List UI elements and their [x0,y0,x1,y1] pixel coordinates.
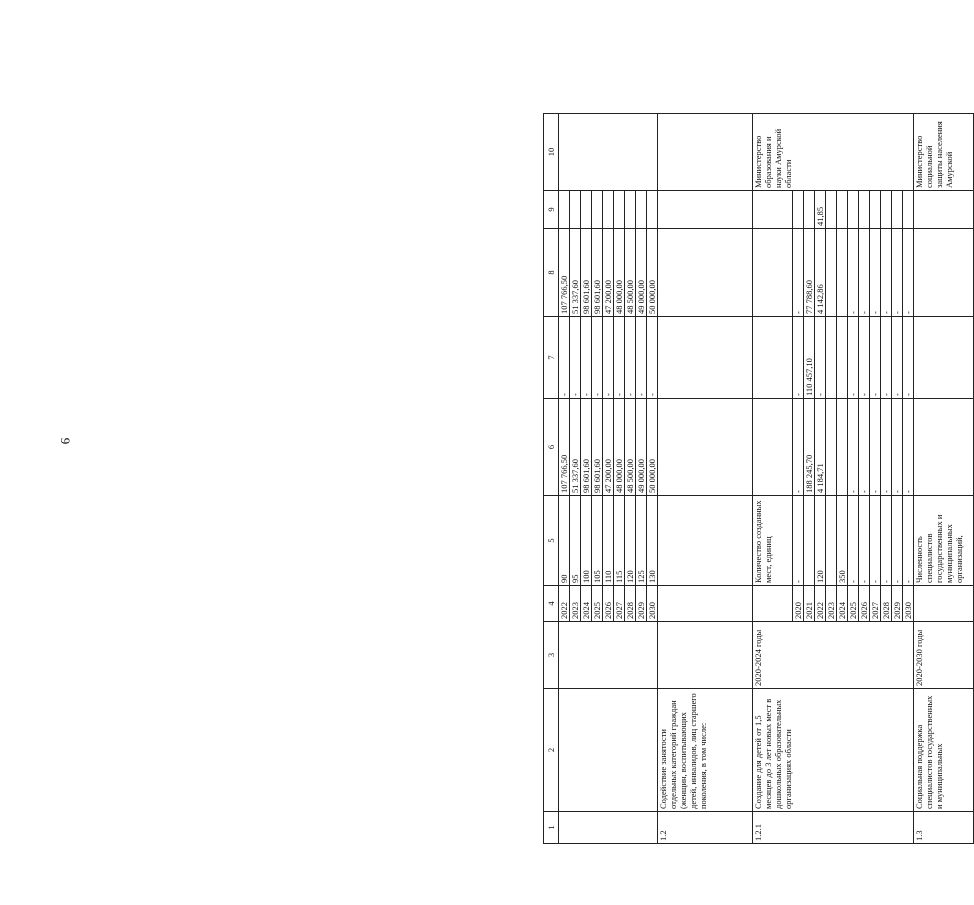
header-cell: 3 [544,622,559,689]
indicator-value: 100 [581,496,592,586]
total-amount: - [859,399,870,496]
year-cell: 2028 [881,586,892,622]
total-amount: 4 184,71 [815,399,826,496]
indicator-value: - [859,496,870,586]
total-amount: 47 200,00 [603,399,614,496]
federal-amount: - [647,317,658,399]
responsible: Министерство социальной защиты населения Амурской [914,114,974,191]
local-amount [804,191,815,229]
indicator-name: Численность специалистов государственных и муниципальных организаций, [914,496,974,586]
total-amount: 49 000,00 [636,399,647,496]
regional-amount: 107 766,50 [559,229,570,317]
regional-amount: 47 200,00 [603,229,614,317]
total-amount: 48 500,00 [625,399,636,496]
total-amount: 188 245,70 [804,399,815,496]
local-amount [859,191,870,229]
local-amount [647,191,658,229]
year-cell: 2022 [559,586,570,622]
regional-amount: 49 000,00 [636,229,647,317]
federal-amount: - [614,317,625,399]
row-number: 1.3 [914,812,974,844]
local-amount [636,191,647,229]
year-cell: 2022 [815,586,826,622]
year-cell: 2027 [614,586,625,622]
year-cell: 2026 [859,586,870,622]
regional-amount: 48 000,00 [614,229,625,317]
indicator-value: 120 [625,496,636,586]
indicator-value [826,496,837,586]
local-amount [625,191,636,229]
row-period: 2020-2024 годы [753,622,914,689]
regional-amount: 4 142,86 [815,229,826,317]
federal-amount: - [570,317,581,399]
row-number: 1.2.1 [753,812,914,844]
federal-amount: - [625,317,636,399]
total-amount: - [903,399,914,496]
header-cell: 8 [544,229,559,317]
regional-amount: 51 337,60 [570,229,581,317]
total-amount: 98 601,60 [592,399,603,496]
year-cell: 2027 [870,586,881,622]
regional-amount: - [859,229,870,317]
local-amount [892,191,903,229]
total-amount: 107 766,50 [559,399,570,496]
federal-amount: - [636,317,647,399]
year-cell: 2024 [581,586,592,622]
indicator-value: 130 [647,496,658,586]
total-amount [826,399,837,496]
year-cell: 2030 [903,586,914,622]
federal-amount: - [559,317,570,399]
year-cell: 2023 [826,586,837,622]
indicator-value: 125 [636,496,647,586]
row-1-2 [658,114,753,844]
regional-amount: 77 788,60 [804,229,815,317]
header-row [544,114,559,844]
indicator-value: 110 [603,496,614,586]
federal-amount [837,317,848,399]
rotated-table-page [543,114,963,844]
row-name: Социальная поддержка специалистов государственных и муниципальных [914,689,974,812]
regional-amount: - [892,229,903,317]
year-cell: 2029 [892,586,903,622]
local-amount [581,191,592,229]
regional-amount: 50 000,00 [647,229,658,317]
local-amount: 41,85 [815,191,826,229]
header-cell: 2 [544,689,559,812]
federal-amount: - [581,317,592,399]
federal-amount: - [903,317,914,399]
indicator-value [804,496,815,586]
federal-amount: - [815,317,826,399]
total-amount: - [793,399,804,496]
local-amount [826,191,837,229]
header-cell: 10 [544,114,559,191]
regional-amount: 98 601,60 [592,229,603,317]
row-name: Создание для детей от 1,5 месяцев до 3 лет новых мест в дошкольных образовательных организациях области [753,689,914,812]
year-cell: 2025 [848,586,859,622]
local-amount [592,191,603,229]
program-table [543,113,974,844]
total-amount: 98 601,60 [581,399,592,496]
year-cell: 2021 [804,586,815,622]
regional-amount: - [870,229,881,317]
indicator-value: 90 [559,496,570,586]
indicator-value: 95 [570,496,581,586]
local-amount [881,191,892,229]
indicator-header-row [753,114,793,844]
indicator-name: Количество созданных мест, единиц [753,496,793,586]
regional-amount [837,229,848,317]
regional-amount: - [903,229,914,317]
table-row [559,114,570,844]
regional-amount: - [881,229,892,317]
federal-amount: - [848,317,859,399]
row-number: 1.2 [658,812,753,844]
regional-amount: - [848,229,859,317]
federal-amount: - [859,317,870,399]
indicator-value: 350 [837,496,848,586]
local-amount [570,191,581,229]
local-amount [614,191,625,229]
header-cell: 5 [544,496,559,586]
federal-amount: - [881,317,892,399]
indicator-value: - [892,496,903,586]
header-cell: 7 [544,317,559,399]
year-cell: 2028 [625,586,636,622]
year-cell: 2025 [592,586,603,622]
header-cell: 1 [544,812,559,844]
total-amount: - [848,399,859,496]
total-amount: 51 337,60 [570,399,581,496]
total-amount: - [892,399,903,496]
indicator-value: - [793,496,804,586]
regional-amount: 48 500,00 [625,229,636,317]
federal-amount: 110 457,10 [804,317,815,399]
regional-amount: 98 601,60 [581,229,592,317]
local-amount [903,191,914,229]
header-cell: 6 [544,399,559,496]
year-cell: 2030 [647,586,658,622]
total-amount: 48 000,00 [614,399,625,496]
block-1-1 [559,114,658,844]
year-cell: 2026 [603,586,614,622]
total-amount [837,399,848,496]
total-amount: - [881,399,892,496]
responsible: Министерство образования и науки Амурской области [753,114,914,191]
federal-amount: - [592,317,603,399]
page-number: 9 [58,437,73,445]
indicator-value: 120 [815,496,826,586]
block-1-2-1 [753,114,914,844]
header-cell: 4 [544,586,559,622]
local-amount [870,191,881,229]
year-cell: 2020 [793,586,804,622]
federal-amount: - [870,317,881,399]
total-amount: 50 000,00 [647,399,658,496]
federal-amount: - [793,317,804,399]
regional-amount [826,229,837,317]
year-cell: 2029 [636,586,647,622]
total-amount: - [870,399,881,496]
local-amount [837,191,848,229]
indicator-value: - [848,496,859,586]
year-cell: 2023 [570,586,581,622]
indicator-value: - [903,496,914,586]
row-period: 2020-2030 годы [914,622,974,689]
row-1-3 [914,114,974,844]
local-amount [603,191,614,229]
indicator-value: 105 [592,496,603,586]
federal-amount [826,317,837,399]
federal-amount: - [892,317,903,399]
indicator-value: - [881,496,892,586]
local-amount [559,191,570,229]
header-cell: 9 [544,191,559,229]
federal-amount: - [603,317,614,399]
row-name: Содействие занятости отдельных категорий граждан (женщин, воспитывающих детей, инвалидов, лиц старшего поколения, в том числе: [658,689,753,812]
indicator-value: 115 [614,496,625,586]
indicator-value: - [870,496,881,586]
local-amount [848,191,859,229]
regional-amount: - [793,229,804,317]
local-amount [793,191,804,229]
year-cell: 2024 [837,586,848,622]
